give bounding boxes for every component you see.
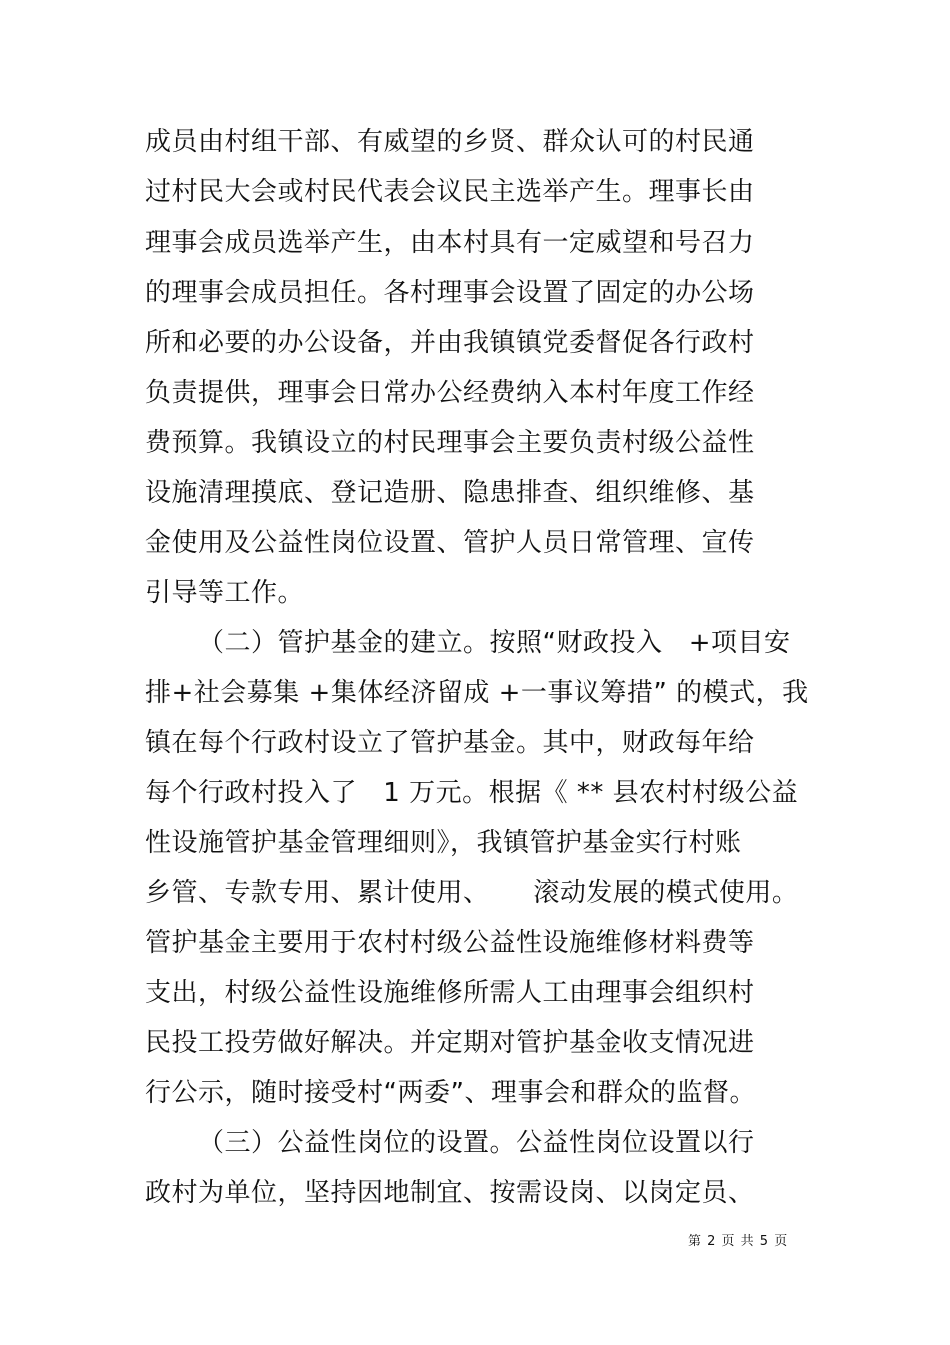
paragraph-line-10: 引导等工作。: [145, 578, 305, 608]
page-number-footer: 第 2 页 共 5 页: [688, 1234, 789, 1249]
paragraph-line-2: 过村民大会或村民代表会议民主选举产生。理事长由: [145, 177, 755, 207]
paragraph-line-19: 民投工投劳做好解决。并定期对管护基金收支情况进: [145, 1028, 755, 1058]
paragraph-line-20: 行公示，随时接受村“两委”、理事会和群众的监督。: [145, 1078, 756, 1108]
paragraph-line-5: 所和必要的办公设备，并由我镇镇党委督促各行政村: [145, 328, 755, 358]
paragraph-line-1: 成员由村组干部、有威望的乡贤、群众认可的村民通: [145, 127, 755, 157]
paragraph-line-6: 负责提供，理事会日常办公经费纳入本村年度工作经: [145, 378, 755, 408]
section-two-heading-line: （二）管护基金的建立。按照“财政投入 +项目安: [198, 628, 791, 658]
paragraph-line-4: 的理事会成员担任。各村理事会设置了固定的办公场: [145, 278, 755, 308]
paragraph-line-16: 乡管、专款专用、累计使用、 滚动发展的模式使用。: [145, 878, 799, 908]
paragraph-line-8: 设施清理摸底、登记造册、隐患排查、组织维修、基: [145, 478, 755, 508]
paragraph-line-9: 金使用及公益性岗位设置、管护人员日常管理、宣传: [145, 528, 755, 558]
paragraph-line-22: 政村为单位，坚持因地制宜、按需设岗、以岗定员、: [145, 1178, 755, 1208]
section-three-heading-line: （三）公益性岗位的设置。公益性岗位设置以行: [198, 1128, 755, 1158]
paragraph-line-18: 支出，村级公益性设施维修所需人工由理事会组织村: [145, 978, 755, 1008]
paragraph-line-12: 排+社会募集 +集体经济留成 +一事议筹措” 的模式，我: [145, 678, 809, 708]
paragraph-line-13: 镇在每个行政村设立了管护基金。其中，财政每年给: [145, 728, 755, 758]
paragraph-line-17: 管护基金主要用于农村村级公益性设施维修材料费等: [145, 928, 755, 958]
paragraph-line-15: 性设施管护基金管理细则》，我镇管护基金实行村账: [145, 828, 742, 858]
paragraph-line-3: 理事会成员选举产生，由本村具有一定威望和号召力: [145, 228, 755, 258]
paragraph-line-7: 费预算。我镇设立的村民理事会主要负责村级公益性: [145, 428, 755, 458]
paragraph-line-14: 每个行政村投入了 1 万元。根据《 ** 县农村村级公益: [145, 778, 799, 808]
